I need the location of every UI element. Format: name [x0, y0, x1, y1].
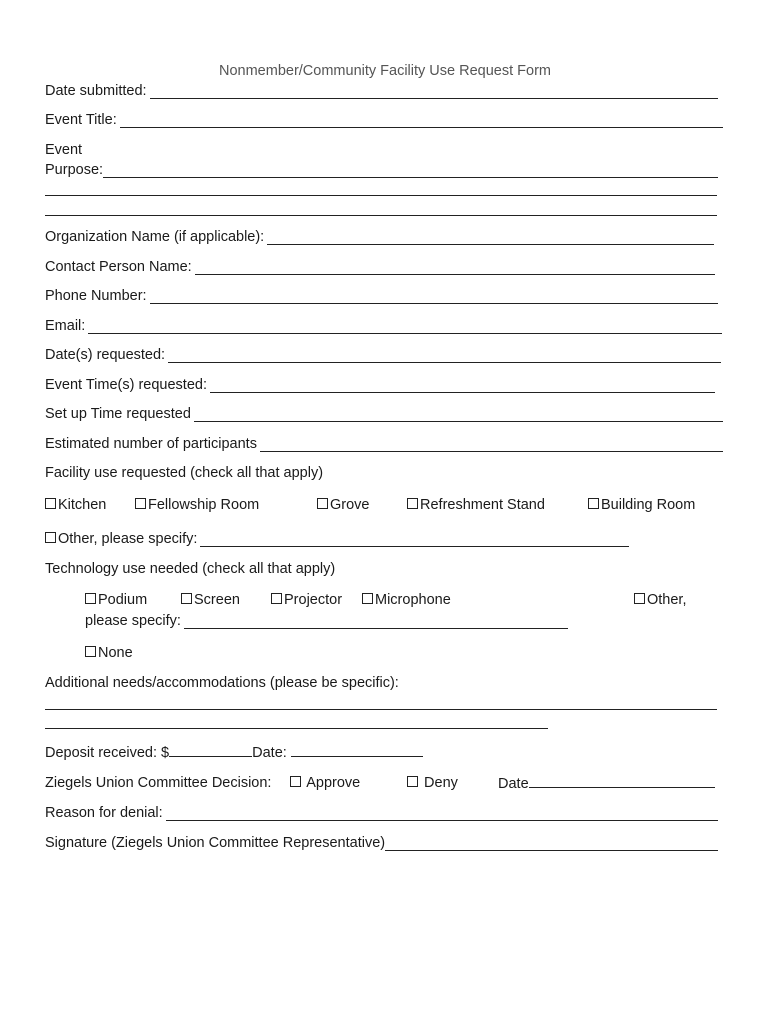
participants-field[interactable]	[260, 439, 723, 452]
technology-heading: Technology use needed (check all that apply)	[45, 561, 336, 577]
checkbox-icon[interactable]	[407, 776, 418, 787]
setup-time-row	[45, 406, 723, 422]
checkbox-icon[interactable]	[362, 593, 373, 604]
technology-option-none[interactable]: None	[85, 645, 133, 661]
phone-row	[45, 288, 718, 304]
technology-specify-field[interactable]	[184, 616, 568, 629]
checkbox-icon[interactable]	[85, 646, 96, 657]
phone-field[interactable]	[150, 291, 718, 304]
signature-row	[45, 835, 718, 851]
facility-other-label[interactable]: Other, please specify:	[45, 531, 197, 547]
contact-label: Contact Person Name:	[45, 259, 192, 275]
participants-row	[45, 436, 723, 452]
additional-needs-line-2[interactable]	[45, 728, 548, 729]
signature-label: Signature (Ziegels Union Committee Representative)	[45, 835, 386, 851]
event-title-row	[45, 112, 723, 128]
signature-field[interactable]	[385, 838, 718, 851]
date-submitted-row	[45, 83, 718, 99]
purpose-line-3[interactable]	[45, 215, 717, 216]
decision-date-field[interactable]	[529, 775, 715, 788]
event-label: Event	[45, 142, 83, 158]
organization-row	[45, 229, 714, 245]
organization-field[interactable]	[267, 232, 714, 245]
reason-row	[45, 805, 718, 821]
technology-option-screen[interactable]: Screen	[181, 592, 240, 608]
purpose-field[interactable]	[103, 165, 718, 178]
dates-requested-label: Date(s) requested:	[45, 347, 166, 363]
reason-field[interactable]	[166, 808, 718, 821]
checkbox-icon[interactable]	[181, 593, 192, 604]
facility-option-building-room[interactable]: Building Room	[588, 497, 695, 513]
event-title-label: Event Title:	[45, 112, 117, 128]
facility-option-grove[interactable]: Grove	[317, 497, 370, 513]
email-field[interactable]	[88, 321, 722, 334]
checkbox-icon[interactable]	[45, 498, 56, 509]
facility-other-field[interactable]	[200, 534, 629, 547]
event-times-field[interactable]	[210, 380, 715, 393]
checkbox-icon[interactable]	[135, 498, 146, 509]
contact-field[interactable]	[195, 262, 715, 275]
organization-label: Organization Name (if applicable):	[45, 229, 265, 245]
deposit-amount-field[interactable]	[169, 744, 252, 757]
date-submitted-label: Date submitted:	[45, 83, 147, 99]
checkbox-icon[interactable]	[634, 593, 645, 604]
purpose-row	[45, 162, 718, 178]
event-title-field[interactable]	[120, 115, 723, 128]
facility-option-fellowship-room[interactable]: Fellowship Room	[135, 497, 259, 513]
additional-needs-line-1[interactable]	[45, 709, 717, 710]
decision-label: Ziegels Union Committee Decision:	[45, 775, 272, 791]
setup-time-field[interactable]	[194, 409, 723, 422]
email-label: Email:	[45, 318, 86, 334]
email-row	[45, 318, 722, 334]
technology-option-podium[interactable]: Podium	[85, 592, 147, 608]
event-times-label: Event Time(s) requested:	[45, 377, 207, 393]
deposit-date-field[interactable]	[291, 744, 423, 757]
contact-row	[45, 259, 715, 275]
technology-specify-row	[85, 613, 568, 629]
participants-label: Estimated number of participants	[45, 436, 257, 452]
checkbox-icon[interactable]	[271, 593, 282, 604]
checkbox-icon[interactable]	[290, 776, 301, 787]
checkbox-icon[interactable]	[317, 498, 328, 509]
facility-option-kitchen[interactable]: Kitchen	[45, 497, 106, 513]
decision-deny-option[interactable]: Deny	[407, 775, 458, 791]
additional-needs-label: Additional needs/accommodations (please be specific):	[45, 675, 399, 691]
technology-option-projector[interactable]: Projector	[271, 592, 342, 608]
event-times-row	[45, 377, 715, 393]
technology-specify-label: please specify:	[85, 613, 181, 629]
facility-other-row	[45, 531, 629, 547]
checkbox-icon[interactable]	[85, 593, 96, 604]
checkbox-icon[interactable]	[407, 498, 418, 509]
checkbox-icon[interactable]	[588, 498, 599, 509]
deposit-row	[45, 744, 423, 761]
date-submitted-field[interactable]	[150, 86, 718, 99]
dates-requested-row	[45, 347, 721, 363]
decision-approve-option[interactable]: Approve	[290, 775, 360, 791]
decision-date-label: Date	[498, 776, 529, 792]
checkbox-icon[interactable]	[45, 532, 56, 543]
purpose-line-2[interactable]	[45, 195, 717, 196]
phone-label: Phone Number:	[45, 288, 147, 304]
dates-requested-field[interactable]	[168, 350, 721, 363]
purpose-label: Purpose:	[45, 162, 104, 178]
facility-heading: Facility use requested (check all that apply)	[45, 465, 324, 481]
reason-label: Reason for denial:	[45, 805, 163, 821]
setup-time-label: Set up Time requested	[45, 406, 191, 422]
technology-option-other[interactable]: Other,	[634, 592, 687, 608]
deposit-label: Deposit received: $	[45, 745, 170, 761]
facility-option-refreshment-stand[interactable]: Refreshment Stand	[407, 497, 545, 513]
technology-option-microphone[interactable]: Microphone	[362, 592, 451, 608]
deposit-date-label: Date:	[252, 745, 287, 761]
decision-date-row	[498, 775, 715, 792]
form-title: Nonmember/Community Facility Use Request Form	[219, 63, 551, 79]
